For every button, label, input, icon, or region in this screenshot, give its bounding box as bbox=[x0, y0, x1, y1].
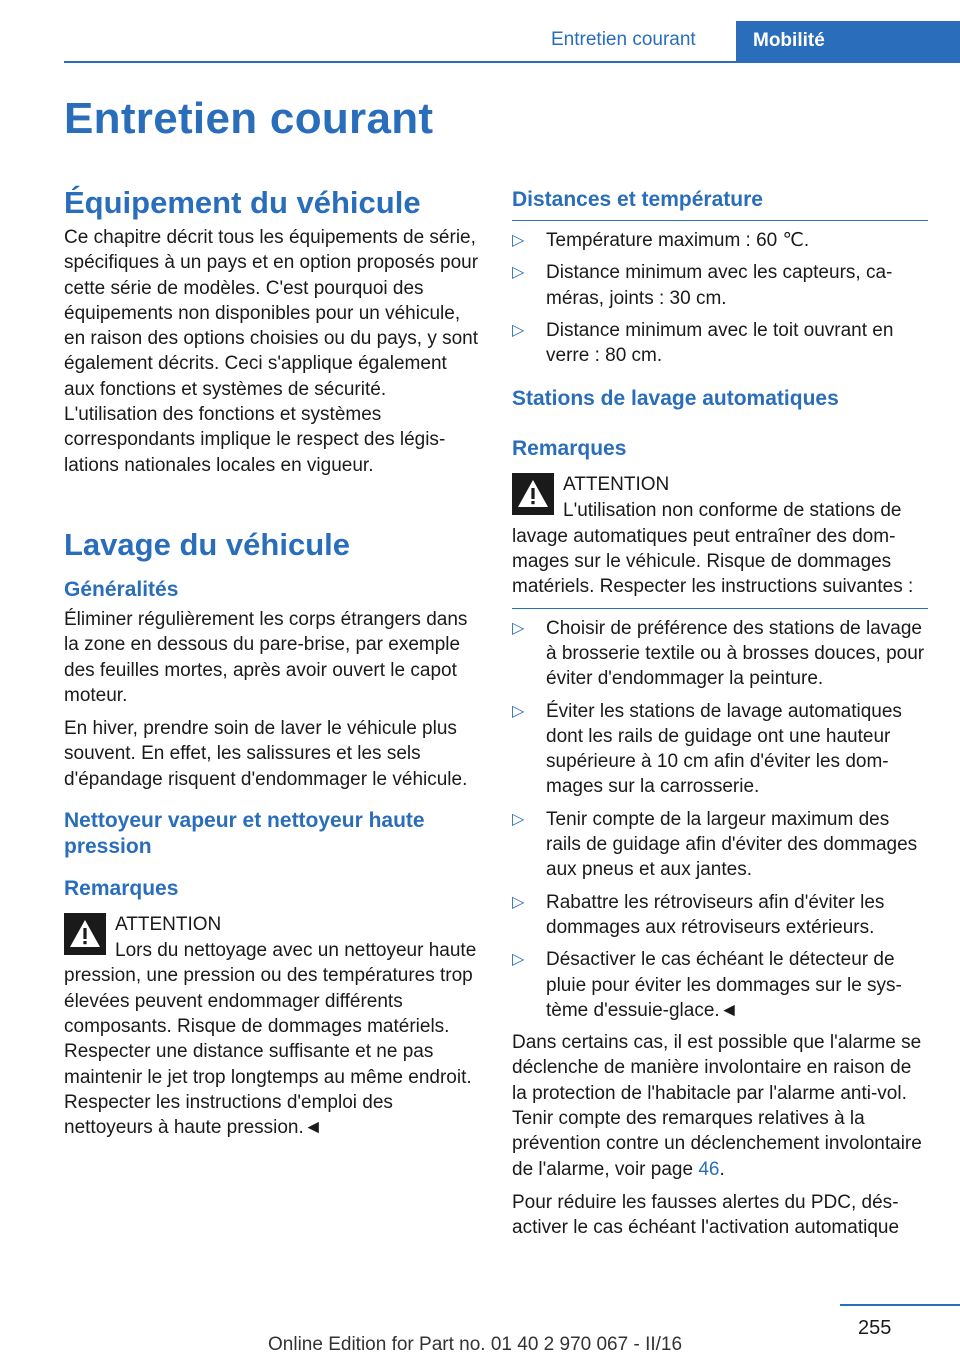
list-bullet-icon: ▷ bbox=[512, 619, 525, 637]
page-reference-link[interactable]: 46 bbox=[698, 1158, 720, 1180]
header-rule bbox=[64, 61, 960, 63]
heading-equipment: Équipement du véhicule bbox=[64, 185, 421, 220]
list-item: ▷ Température maximum : 60 ℃. bbox=[512, 228, 928, 253]
list-bullet-icon: ▷ bbox=[512, 951, 525, 969]
divider bbox=[512, 220, 928, 221]
paragraph-general-1: Éliminer régulièrement les corps étrangers dans la zone en dessous du pare-brise, par exemple des feuilles mortes, après avoir ouvert le capot moteur. bbox=[64, 608, 468, 706]
chapter-tab[interactable] bbox=[736, 21, 960, 62]
station-list bbox=[512, 616, 928, 1023]
list-item: ▷ Distance minimum avec les capteurs, caméras, joints : 30 cm. bbox=[512, 262, 893, 309]
list-item: ▷ Choisir de préférence des stations de lavage à brosserie textile ou à brosses douces, pour éviter d'endommager la peinture. bbox=[512, 617, 925, 690]
heading-general: Généralités bbox=[64, 577, 179, 601]
left-column bbox=[64, 183, 480, 1148]
page-number: 255 bbox=[858, 1317, 892, 1339]
paragraph-pdc: Pour réduire les fausses alertes du PDC, désactiver le cas échéant l'activation automatique bbox=[512, 1191, 900, 1239]
divider bbox=[512, 608, 928, 609]
list-bullet-icon: ▷ bbox=[512, 232, 525, 249]
distance-list bbox=[512, 228, 928, 368]
list-bullet-icon: ▷ bbox=[512, 702, 525, 720]
list-item: ▷ Distance minimum avec le toit ouvrant en verre : 80 cm. bbox=[512, 319, 894, 367]
edition-footer: Online Edition for Part no. 01 40 2 970 067 - II/16 bbox=[268, 1334, 683, 1355]
heading-remarks-right: Remarques bbox=[512, 437, 627, 461]
warning-triangle-icon bbox=[64, 913, 106, 955]
warning-block-left bbox=[64, 912, 480, 962]
warning-text-right: L'utilisation non conforme de stations de lavage automatiques peut entraîner des dommages sur le véhicule. Risque de dommages matériels. Respecter les instructions suivantes : bbox=[512, 500, 914, 598]
warning-text-left: Lors du nettoyage avec un nettoyeur haute pression, une pression ou des températures trop élevées peuvent endommager différents composants. Risque de dommages matériels. Respecter une distance suffisante et ne pas maintenir le jet trop longtemps au même endroit. Respecter les instructions d'emploi des nettoyeurs à haute pression.◄ bbox=[64, 940, 477, 1139]
warning-label-right: ATTENTION bbox=[563, 474, 670, 496]
list-bullet-icon: ▷ bbox=[512, 321, 525, 339]
heading-washing: Lavage du véhicule bbox=[64, 526, 350, 562]
page-title: Entretien courant bbox=[64, 94, 434, 143]
heading-stations: Stations de lavage automatiques bbox=[512, 387, 839, 411]
warning-label-left: ATTENTION bbox=[115, 914, 222, 936]
list-item: ▷ Rabattre les rétroviseurs afin d'éviter les dommages aux rétroviseurs extérieurs. bbox=[512, 891, 885, 938]
warning-block-right bbox=[512, 472, 928, 522]
paragraph-alarm: Dans certains cas, il est possible que l'alarme se déclenche de manière involontaire en raison de la protection de l'habitacle par l'alarme anti-vol. Tenir compte des remarques relatives à la prévention contre un déclenchement involontaire de l'alarme, voir page 46. bbox=[512, 1032, 922, 1180]
list-item: ▷ Tenir compte de la largeur maximum des rails de guidage afin d'éviter des dommages aux pneus et aux jantes. bbox=[512, 808, 918, 881]
footer-rule bbox=[840, 1304, 960, 1306]
header-section-title: Entretien courant bbox=[551, 29, 696, 50]
paragraph-equipment: Ce chapitre décrit tous les équipements de série, spécifiques à un pays et en option proposés pour cette série de modèles. C'est pourquoi des équipements non disponibles pour un véhicule, en raison des options choisies ou du pays, y sont également décrits. Ceci s'applique également aux fonctions et systèmes de sécurité. L'utilisation des fonctions et systèmes correspondants implique le respect des législations nationales locales en vigueur. bbox=[64, 227, 479, 476]
warning-triangle-icon bbox=[512, 473, 554, 515]
heading-steam-cleaner: Nettoyeur vapeur et nettoyeur haute pression bbox=[64, 809, 425, 859]
chapter-tab-label: Mobilité bbox=[753, 30, 825, 51]
list-item: ▷ Éviter les stations de lavage automatiques dont les rails de guidage ont une hauteur supérieure à 10 cm afin d'éviter les dommages sur la carrosserie. bbox=[512, 700, 902, 798]
heading-distances: Distances et température bbox=[512, 188, 763, 211]
list-item: ▷ Désactiver le cas échéant le détecteur de pluie pour éviter les dommages sur le système d'essuie-glace.◄ bbox=[512, 949, 902, 1021]
paragraph-general-2: En hiver, prendre soin de laver le véhicule plus souvent. En effet, les salissures et les sels d'épandage risquent d'endommager le véhicule. bbox=[64, 718, 468, 790]
list-bullet-icon: ▷ bbox=[512, 893, 525, 911]
right-column bbox=[512, 183, 928, 1249]
list-bullet-icon: ▷ bbox=[512, 264, 525, 282]
heading-remarks-left: Remarques bbox=[64, 877, 179, 901]
list-bullet-icon: ▷ bbox=[512, 810, 525, 828]
